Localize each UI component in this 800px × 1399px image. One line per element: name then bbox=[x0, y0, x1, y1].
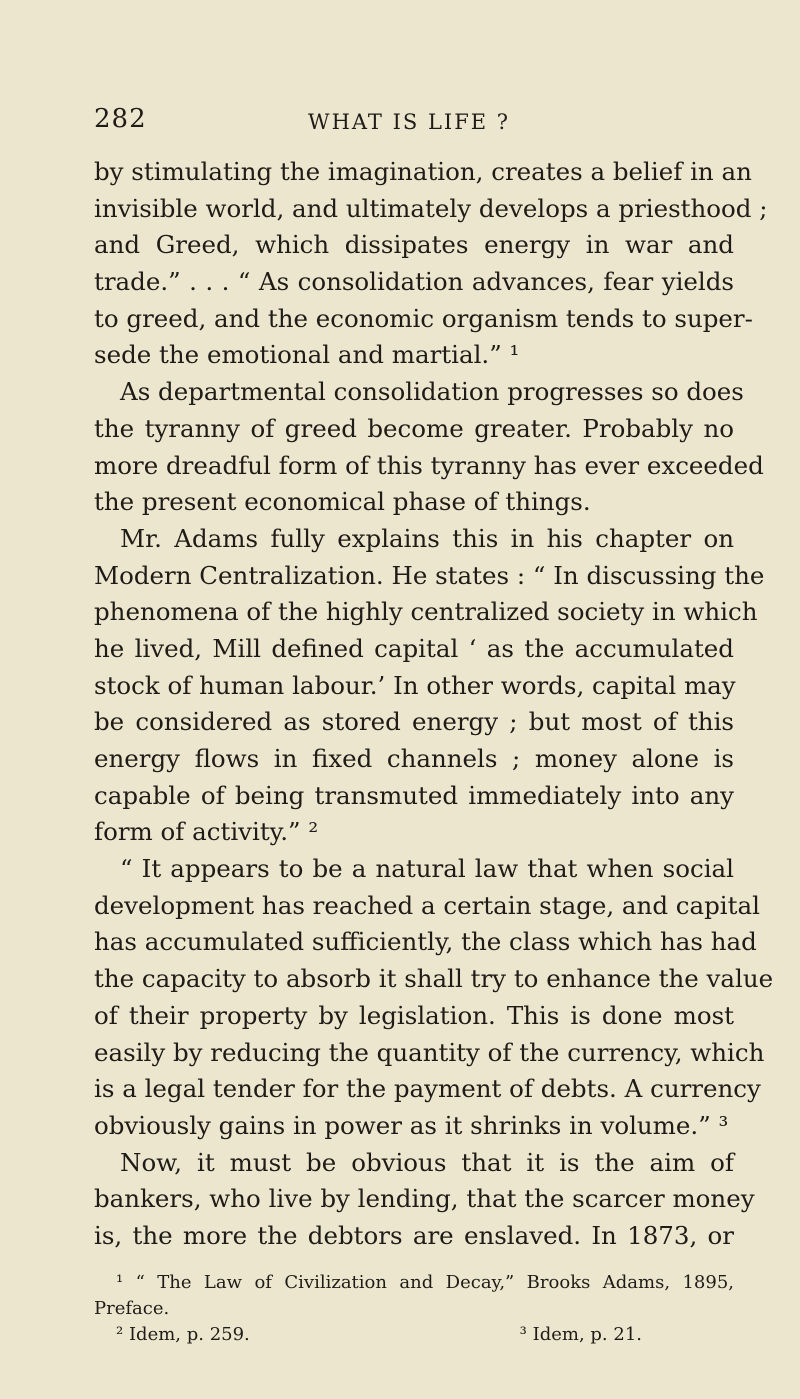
page-header bbox=[94, 104, 734, 140]
text-line: energy flows in fixed channels ; money alone is bbox=[94, 744, 734, 773]
text-line: the present economical phase of things. bbox=[94, 487, 591, 517]
text-line: the capacity to absorb it shall try to enhance the value bbox=[94, 964, 774, 994]
text-line: by stimulating the imagination, creates a belief in an bbox=[94, 157, 752, 186]
footnote-row bbox=[94, 1322, 734, 1348]
text-line: obviously gains in power as it shrinks in volume.” ³ bbox=[94, 1110, 729, 1140]
text-line: has accumulated sufficiently, the class which has had bbox=[94, 927, 757, 957]
text-line: Mr. Adams fully explains this in his chapter on bbox=[120, 523, 734, 553]
text-line: Now, it must be obvious that it is the aim of bbox=[120, 1147, 734, 1177]
text-line: Modern Centralization. He states : “ In discussing the bbox=[94, 560, 765, 590]
text-line: to greed, and the economic organism tends to super- bbox=[94, 303, 753, 333]
text-line: stock of human labour.’ In other words, capital may bbox=[94, 670, 736, 700]
text-line: is, the more the debtors are enslaved. In 1873, or bbox=[94, 1220, 734, 1250]
text-line: of their property by legislation. This is done most bbox=[94, 1000, 734, 1030]
text-line: development has reached a certain stage, and capital bbox=[94, 890, 760, 920]
page-number: 282 bbox=[94, 104, 147, 134]
text-line: phenomena of the highly centralized society in which bbox=[94, 597, 758, 627]
body-text bbox=[94, 154, 774, 1255]
text-line: easily by reducing the quantity of the currency, which bbox=[94, 1037, 765, 1067]
text-line: more dreadful form of this tyranny has ever exceeded bbox=[94, 450, 764, 480]
text-line: he lived, Mill defined capital ‘ as the accumulated bbox=[94, 633, 734, 663]
footnote-3: ³ Idem, p. 21. bbox=[519, 1324, 642, 1345]
footnotes bbox=[94, 1270, 734, 1348]
text-line: is a legal tender for the payment of debts. A currency bbox=[94, 1074, 761, 1104]
text-line: invisible world, and ultimately develops a priesthood ; bbox=[94, 193, 768, 223]
text-line: sede the emotional and martial.” ¹ bbox=[94, 340, 520, 370]
footnote-1: ¹ “ The Law of Civilization and Decay,” Brooks Adams, 1895, bbox=[116, 1272, 734, 1293]
text-line: and Greed, which dissipates energy in war and bbox=[94, 230, 734, 260]
text-line: capable of being transmuted immediately into any bbox=[94, 780, 734, 810]
footnote-1-continued: Preface. bbox=[94, 1298, 170, 1319]
text-line: As departmental consolidation progresses so does bbox=[120, 377, 744, 407]
text-line: form of activity.” ² bbox=[94, 817, 319, 847]
footnote-2: ² Idem, p. 259. bbox=[116, 1324, 250, 1345]
text-line: trade.” . . . “ As consolidation advances, fear yields bbox=[94, 267, 734, 297]
text-line: the tyranny of greed become greater. Probably no bbox=[94, 413, 734, 443]
text-line: “ It appears to be a natural law that when social bbox=[120, 854, 734, 884]
text-line: bankers, who live by lending, that the scarcer money bbox=[94, 1184, 755, 1214]
running-title: WHAT IS LIFE ? bbox=[308, 110, 511, 134]
text-line: be considered as stored energy ; but most of this bbox=[94, 707, 734, 737]
